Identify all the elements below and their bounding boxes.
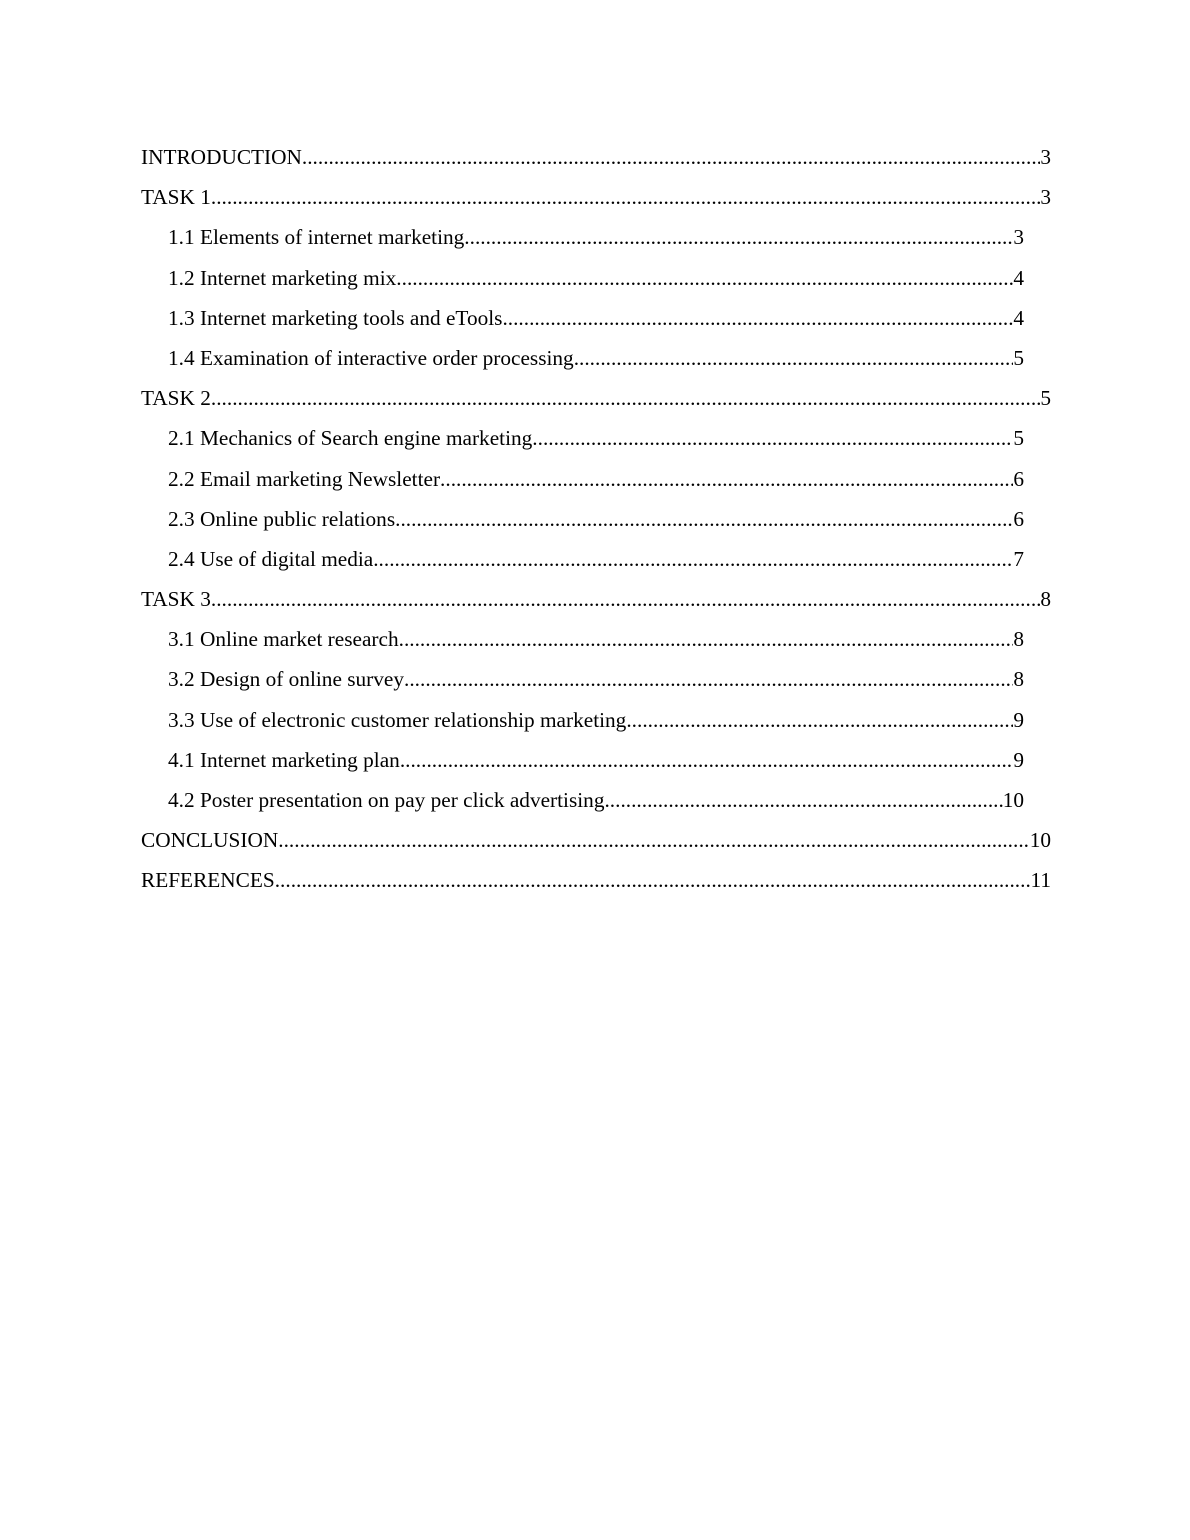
toc-entry[interactable] <box>141 579 1051 619</box>
toc-entry-title: CONCLUSION <box>141 828 279 853</box>
toc-entry[interactable] <box>168 659 1024 699</box>
toc-entry[interactable] <box>168 258 1024 298</box>
toc-entry-title: 3.3 Use of electronic customer relationship marketing <box>168 707 627 732</box>
toc-page-number: 5 <box>1040 386 1051 411</box>
toc-entry[interactable] <box>168 338 1024 378</box>
toc-entry-title: 1.4 Examination of interactive order processing <box>168 345 574 370</box>
toc-entry[interactable] <box>141 378 1051 418</box>
toc-entry-title: 3.1 Online market research <box>168 627 399 652</box>
table-of-contents <box>141 137 1051 901</box>
toc-entry[interactable] <box>141 177 1051 217</box>
toc-page-number: 11 <box>1030 868 1051 893</box>
toc-entry-title: 2.3 Online public relations <box>168 506 396 531</box>
toc-dot-leader <box>302 137 1040 177</box>
toc-page-number: 5 <box>1013 345 1024 370</box>
toc-entry[interactable] <box>168 459 1024 499</box>
toc-entry[interactable] <box>141 137 1051 177</box>
toc-dot-leader <box>373 539 1013 579</box>
toc-dot-leader <box>440 459 1013 499</box>
toc-entry[interactable] <box>168 539 1024 579</box>
toc-page-number: 6 <box>1013 506 1024 531</box>
toc-entry-title: 3.2 Design of online survey <box>168 667 405 692</box>
toc-entry-title: 4.1 Internet marketing plan <box>168 747 400 772</box>
toc-dot-leader <box>211 378 1040 418</box>
toc-entry[interactable] <box>141 820 1051 860</box>
toc-page-number: 9 <box>1013 707 1024 732</box>
toc-entry-title: REFERENCES <box>141 868 275 893</box>
toc-page-number: 3 <box>1040 145 1051 169</box>
toc-entry-title: INTRODUCTION <box>141 145 302 169</box>
toc-page-number: 6 <box>1013 466 1024 491</box>
toc-entry-title: 1.1 Elements of internet marketing <box>168 225 465 250</box>
toc-entry[interactable] <box>168 619 1024 659</box>
toc-dot-leader <box>532 418 1013 458</box>
toc-entry-title: 2.1 Mechanics of Search engine marketing <box>168 426 533 451</box>
toc-dot-leader <box>395 499 1013 539</box>
toc-page-number: 10 <box>1002 788 1024 812</box>
toc-page-number: 3 <box>1040 185 1051 210</box>
toc-dot-leader <box>211 579 1040 619</box>
toc-entry-title: 1.3 Internet marketing tools and eTools <box>168 305 503 330</box>
toc-page-number: 10 <box>1029 828 1051 853</box>
toc-page-number: 7 <box>1013 546 1024 571</box>
toc-dot-leader <box>464 217 1013 257</box>
toc-dot-leader <box>399 619 1014 659</box>
toc-page-number: 4 <box>1013 265 1024 290</box>
toc-entry[interactable] <box>168 780 1024 820</box>
toc-entry-title: 2.4 Use of digital media <box>168 546 374 571</box>
toc-entry[interactable] <box>168 740 1024 780</box>
toc-page-number: 5 <box>1013 426 1024 451</box>
toc-dot-leader <box>211 177 1040 217</box>
toc-entry[interactable] <box>168 298 1024 338</box>
toc-entry[interactable] <box>168 700 1024 740</box>
toc-dot-leader <box>574 338 1014 378</box>
toc-dot-leader <box>278 820 1029 860</box>
toc-entry[interactable] <box>168 499 1024 539</box>
toc-entry-title: 2.2 Email marketing Newsletter <box>168 466 441 491</box>
toc-dot-leader <box>502 298 1013 338</box>
toc-dot-leader <box>400 740 1014 780</box>
toc-entry-title: 1.2 Internet marketing mix <box>168 265 397 290</box>
toc-entry[interactable] <box>168 418 1024 458</box>
toc-page-number: 3 <box>1013 225 1024 250</box>
toc-dot-leader <box>604 780 1002 820</box>
toc-page-number: 8 <box>1040 587 1051 612</box>
toc-dot-leader <box>396 258 1013 298</box>
toc-entry[interactable] <box>168 217 1024 257</box>
toc-entry-title: TASK 1 <box>141 185 211 210</box>
toc-page-number: 9 <box>1013 747 1024 772</box>
toc-page-number: 4 <box>1013 305 1024 330</box>
toc-dot-leader <box>404 659 1013 699</box>
toc-dot-leader <box>275 860 1031 900</box>
toc-entry[interactable] <box>141 860 1051 900</box>
toc-entry-title: 4.2 Poster presentation on pay per click advertising <box>168 788 605 812</box>
toc-dot-leader <box>626 700 1013 740</box>
toc-entry-title: TASK 3 <box>141 587 211 612</box>
toc-page-number: 8 <box>1013 667 1024 692</box>
toc-page-number: 8 <box>1013 627 1024 652</box>
toc-entry-title: TASK 2 <box>141 386 211 411</box>
